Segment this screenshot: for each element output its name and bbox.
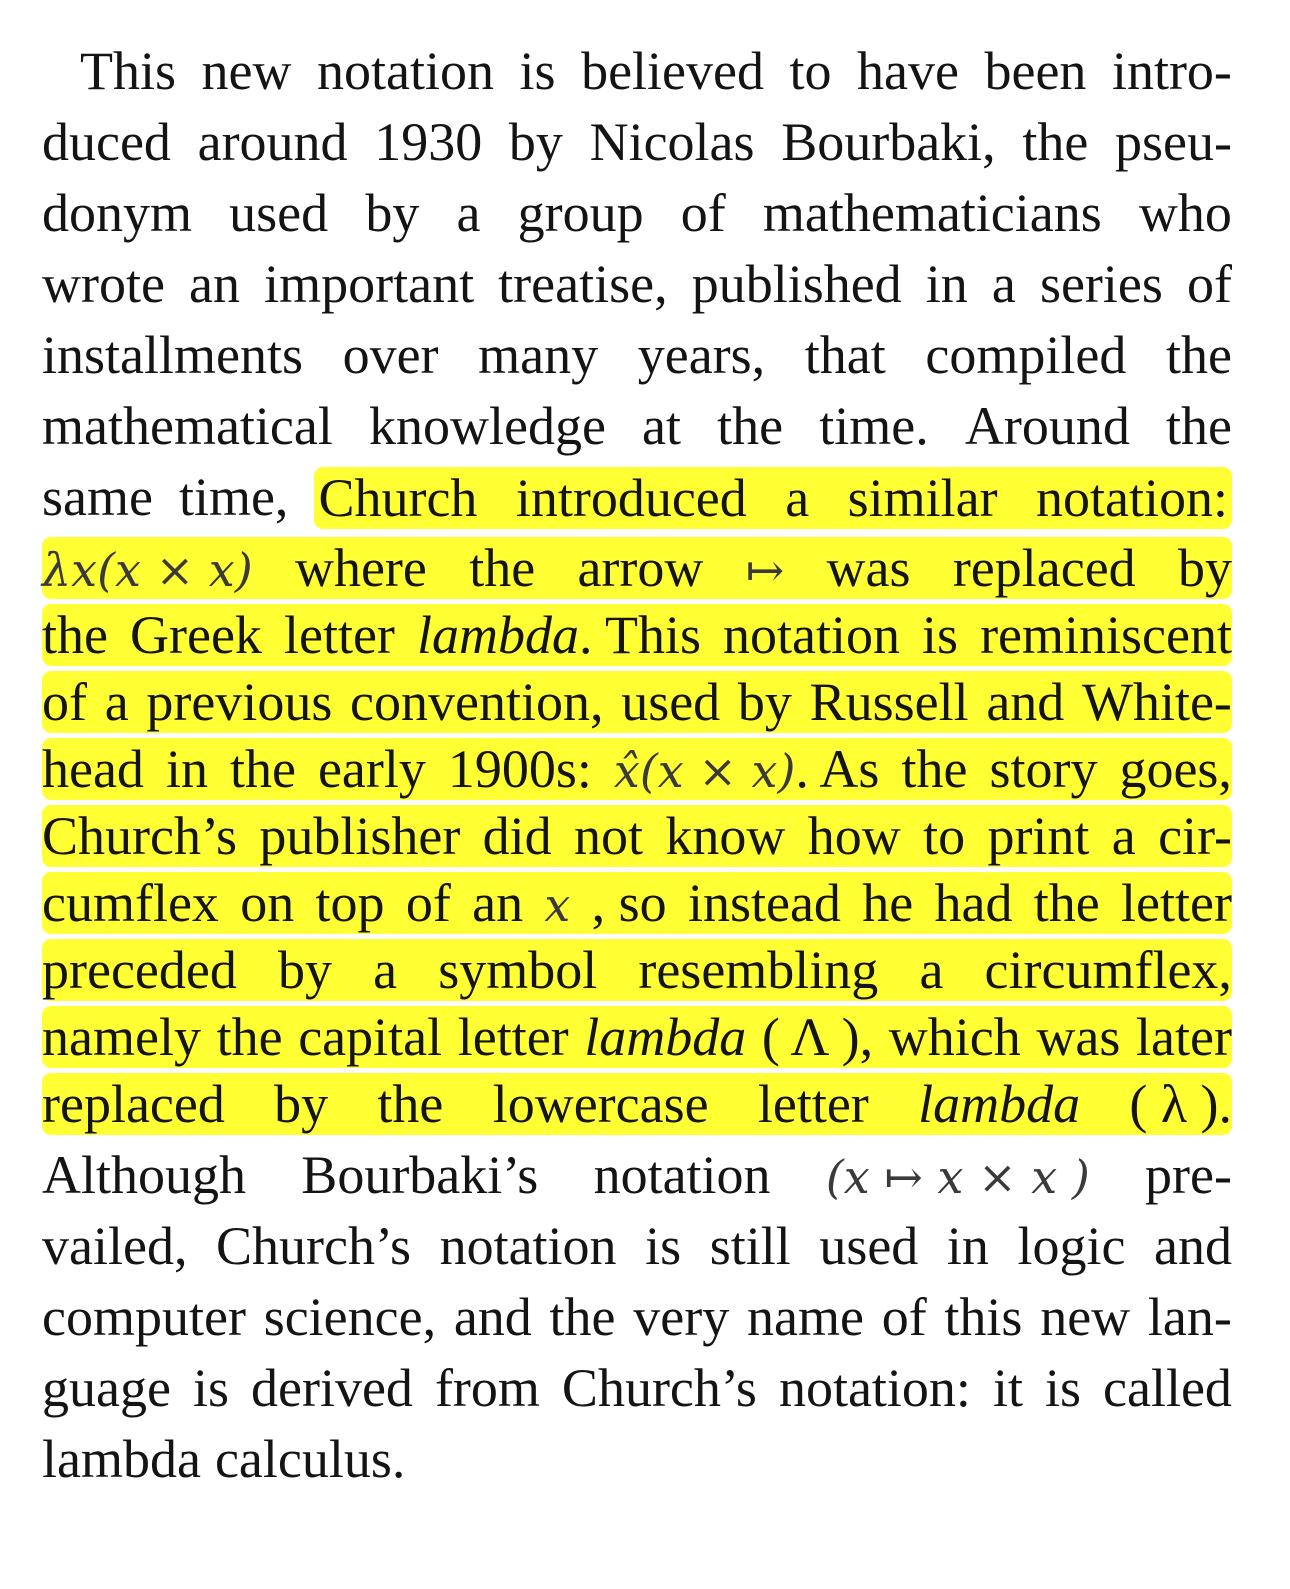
word: knowledge xyxy=(368,396,606,456)
word: important xyxy=(264,254,475,314)
word: Greek xyxy=(130,605,262,665)
word: Church’s xyxy=(561,1358,757,1418)
word: , so xyxy=(591,873,667,933)
word: published xyxy=(691,254,902,314)
word: head xyxy=(42,739,144,799)
word: science, xyxy=(263,1287,437,1347)
word: treatise, xyxy=(498,254,668,314)
word: and xyxy=(986,672,1065,732)
word: is xyxy=(192,1358,229,1418)
word: logic xyxy=(1017,1216,1126,1276)
word: duced xyxy=(42,112,171,172)
word: is xyxy=(519,41,556,101)
word: a xyxy=(104,672,129,732)
word: of xyxy=(405,873,451,933)
word: reminiscent xyxy=(980,605,1232,665)
word: at xyxy=(642,396,682,456)
word: letter xyxy=(283,605,395,665)
word: publisher xyxy=(259,806,461,866)
word: resembling xyxy=(638,940,879,1000)
word: the xyxy=(549,1287,616,1347)
line-20 xyxy=(42,1353,1232,1424)
word: the xyxy=(469,538,536,598)
line-21 xyxy=(42,1424,1232,1495)
line-16 xyxy=(42,1073,1232,1135)
word: of xyxy=(1187,254,1232,314)
word: Church xyxy=(318,467,478,528)
word: this xyxy=(944,1287,1023,1347)
highlight-span xyxy=(314,467,1232,529)
word: White- xyxy=(1081,672,1232,732)
word: around xyxy=(197,112,348,172)
word: notation xyxy=(439,1216,617,1276)
line-10 xyxy=(42,671,1232,733)
word: vailed, xyxy=(42,1216,188,1276)
word: used xyxy=(229,183,329,243)
line-13 xyxy=(42,872,1232,934)
word: time. xyxy=(819,396,929,456)
word: from xyxy=(434,1358,540,1418)
word: replaced xyxy=(42,1074,225,1134)
word: still xyxy=(709,1216,791,1276)
word: believed xyxy=(581,41,764,101)
line-19 xyxy=(42,1282,1232,1353)
word: group xyxy=(517,183,644,243)
word: goes, xyxy=(1119,739,1232,799)
word: by xyxy=(277,940,332,1000)
line-9 xyxy=(42,604,1232,666)
word: the xyxy=(229,739,296,799)
italic-lambda: lambda xyxy=(918,1074,1081,1134)
word: derived xyxy=(251,1358,413,1418)
word: namely xyxy=(42,1007,201,1067)
word: lan- xyxy=(1147,1287,1232,1347)
word: intro- xyxy=(1111,41,1232,101)
word: name xyxy=(746,1287,864,1347)
lambda-expression: λx(x × x) xyxy=(42,543,253,597)
word: time, xyxy=(178,467,289,527)
word: in xyxy=(925,254,968,314)
italic-lambda: lambda xyxy=(584,1007,747,1067)
line-14 xyxy=(42,939,1232,1001)
body-paragraph xyxy=(42,36,1232,1495)
word: 1900s: xyxy=(447,739,592,799)
word: cir- xyxy=(1158,806,1232,866)
word: new xyxy=(1040,1287,1131,1347)
word: an xyxy=(189,254,241,314)
word: . This xyxy=(578,605,701,665)
word: mathematicians xyxy=(762,183,1102,243)
word: donym xyxy=(42,183,193,243)
word: mathematical xyxy=(42,396,333,456)
word: Around xyxy=(964,396,1130,456)
word: on xyxy=(240,873,295,933)
word: arrow xyxy=(577,538,704,598)
word: the xyxy=(377,1074,444,1134)
line-4 xyxy=(42,249,1232,320)
word: had xyxy=(934,873,1013,933)
word: guage xyxy=(42,1358,171,1418)
line-6 xyxy=(42,391,1232,462)
word: which xyxy=(888,1007,1021,1067)
line-5 xyxy=(42,320,1232,391)
word: over xyxy=(342,325,439,385)
word: and xyxy=(1153,1216,1232,1276)
word: is xyxy=(1044,1358,1081,1418)
word: was xyxy=(1036,1007,1121,1067)
word: compiled xyxy=(925,325,1127,385)
word: it xyxy=(992,1358,1023,1418)
word: installments xyxy=(42,325,303,385)
word: computer xyxy=(42,1287,246,1347)
word: is xyxy=(645,1216,682,1276)
line-15 xyxy=(42,1006,1232,1068)
word: notation xyxy=(317,41,494,101)
word: in xyxy=(946,1216,989,1276)
word: the xyxy=(42,605,108,665)
word: that xyxy=(804,325,886,385)
word: how xyxy=(807,806,901,866)
word: the xyxy=(901,739,968,799)
line-12 xyxy=(42,805,1232,867)
x-variable: x xyxy=(544,878,571,932)
word: a xyxy=(919,940,944,1000)
word: a xyxy=(991,254,1016,314)
line-18 xyxy=(42,1211,1232,1282)
italic-lambda: lambda xyxy=(416,605,579,665)
word: This xyxy=(80,41,177,101)
word: know xyxy=(665,806,786,866)
line-17 xyxy=(42,1140,1232,1211)
word: is xyxy=(922,605,959,665)
word: and xyxy=(453,1287,532,1347)
word: an xyxy=(472,873,524,933)
word: very xyxy=(633,1287,730,1347)
word: the xyxy=(1033,873,1100,933)
word: by xyxy=(508,112,563,172)
word: Nicolas xyxy=(589,112,755,172)
word: called xyxy=(1103,1358,1232,1418)
word: lambda xyxy=(42,1429,201,1489)
word: a xyxy=(456,183,481,243)
word: of xyxy=(881,1287,927,1347)
word: Although xyxy=(42,1145,247,1205)
lowercase-lambda: ( λ ). xyxy=(1129,1074,1232,1134)
word: the xyxy=(1022,112,1089,172)
line-7 xyxy=(42,462,1232,533)
word: of xyxy=(680,183,726,243)
word: a xyxy=(785,467,810,528)
word: a xyxy=(373,940,398,1000)
word: pseu- xyxy=(1115,112,1232,172)
word: introduced xyxy=(515,467,747,528)
word: pre- xyxy=(1145,1145,1232,1205)
line-8 xyxy=(42,537,1232,599)
word: in xyxy=(165,739,208,799)
word: wrote xyxy=(42,254,165,314)
word: capital xyxy=(298,1007,443,1067)
word: where xyxy=(294,538,427,598)
word: 1930 xyxy=(374,112,483,172)
word: convention, xyxy=(350,672,604,732)
line-1 xyxy=(42,36,1232,107)
word: story xyxy=(989,739,1098,799)
word: circumflex, xyxy=(984,940,1232,1000)
word: previous xyxy=(146,672,333,732)
bourbaki-expression: (x ↦ x × x ) xyxy=(825,1150,1090,1204)
line-2 xyxy=(42,107,1232,178)
capital-lambda: ( Λ ), xyxy=(761,1007,874,1067)
word: later xyxy=(1136,1007,1232,1067)
word: cumflex xyxy=(42,873,219,933)
word: of xyxy=(42,672,87,732)
word: letter xyxy=(757,1074,869,1134)
word: replaced xyxy=(952,538,1136,598)
word: . As xyxy=(795,739,880,799)
word: a xyxy=(1111,806,1136,866)
word: by xyxy=(737,672,792,732)
word: lowercase xyxy=(492,1074,709,1134)
word: years, xyxy=(637,325,766,385)
word: letter xyxy=(457,1007,569,1067)
word: notation: xyxy=(778,1358,971,1418)
word: preceded xyxy=(42,940,237,1000)
word: notation xyxy=(593,1145,771,1205)
word: did xyxy=(482,806,552,866)
word: was xyxy=(826,538,911,598)
word: the xyxy=(717,396,784,456)
word: by xyxy=(365,183,420,243)
maps-to-arrow: ↦ xyxy=(745,543,785,597)
word: have xyxy=(857,41,959,101)
circumflex-expression: x̂(x × x) xyxy=(613,744,796,798)
word: by xyxy=(274,1074,329,1134)
word: to xyxy=(789,41,832,101)
word: the xyxy=(216,1007,283,1067)
word: used xyxy=(819,1216,919,1276)
word: Russell xyxy=(809,672,969,732)
word: not xyxy=(574,806,644,866)
line-11 xyxy=(42,738,1232,800)
word: Bourbaki, xyxy=(781,112,996,172)
word: Bourbaki’s xyxy=(301,1145,539,1205)
word: the xyxy=(1165,396,1232,456)
word: by xyxy=(1177,538,1232,598)
word: calculus. xyxy=(214,1429,406,1489)
word: notation: xyxy=(1035,467,1228,528)
line-3 xyxy=(42,178,1232,249)
word: used xyxy=(621,672,721,732)
word: series xyxy=(1039,254,1163,314)
word: Church’s xyxy=(216,1216,412,1276)
word: print xyxy=(987,806,1090,866)
word: same xyxy=(42,467,153,527)
word: he xyxy=(862,873,914,933)
word: similar xyxy=(847,467,998,528)
word: letter xyxy=(1121,873,1232,933)
word: early xyxy=(317,739,426,799)
word: who xyxy=(1138,183,1232,243)
word: Church’s xyxy=(42,806,237,866)
word: the xyxy=(1165,325,1232,385)
word: top xyxy=(315,873,385,933)
word: many xyxy=(478,325,599,385)
word: been xyxy=(984,41,1087,101)
word: new xyxy=(201,41,292,101)
word: to xyxy=(923,806,966,866)
word: symbol xyxy=(438,940,598,1000)
word: instead xyxy=(687,873,841,933)
word: notation xyxy=(723,605,900,665)
